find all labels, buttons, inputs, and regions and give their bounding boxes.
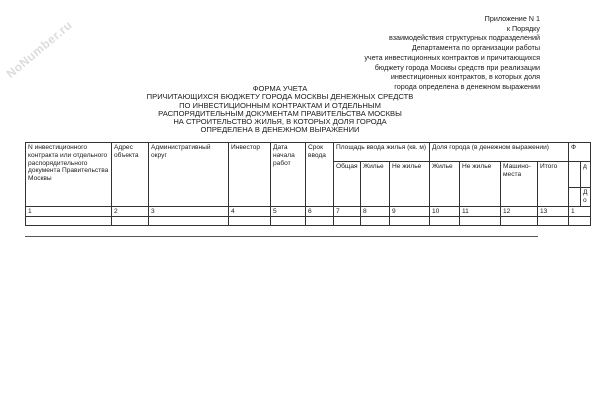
empty-cell <box>460 217 501 226</box>
header-share-total: Итого <box>538 162 569 207</box>
header-cut-b: Д <box>583 189 588 196</box>
header-term: Срок ввода <box>306 143 334 207</box>
watermark-text: NoNumber.ru <box>3 17 75 81</box>
header-cut-top: Ф <box>569 143 591 162</box>
column-number: 4 <box>229 206 271 217</box>
empty-cell <box>306 217 334 226</box>
empty-cell <box>271 217 306 226</box>
header-share-parking: Машино-места <box>501 162 538 207</box>
header-cut-a: д <box>581 162 591 188</box>
column-number: 1 <box>26 206 112 217</box>
header-cut-bc <box>581 188 591 207</box>
empty-cell <box>390 217 430 226</box>
appendix-line: взаимодействия структурных подразделений <box>389 33 540 43</box>
accounting-form-table <box>25 142 591 226</box>
appendix-line: учета инвестиционных контрактов и причитающихся <box>364 52 540 62</box>
header-cut-spacer <box>569 188 581 207</box>
column-number: 5 <box>271 206 306 217</box>
column-number: 13 <box>538 206 569 217</box>
form-title-line: ПРИЧИТАЮЩИХСЯ БЮДЖЕТУ ГОРОДА МОСКВЫ ДЕНЕЖНЫХ СРЕДСТВ <box>146 92 414 102</box>
column-number: 12 <box>501 206 538 217</box>
column-number: 1 <box>569 206 591 217</box>
header-area-living: Жилье <box>361 162 390 207</box>
header-cut-spacer <box>569 162 581 188</box>
empty-cell <box>26 217 112 226</box>
column-number: 9 <box>390 206 430 217</box>
column-number: 2 <box>112 206 149 217</box>
column-number: 6 <box>306 206 334 217</box>
empty-cell <box>361 217 390 226</box>
header-address: Адрес объекта <box>112 143 149 207</box>
appendix-line: Приложение N 1 <box>484 14 540 23</box>
header-share-nonliving: Не жилье <box>460 162 501 207</box>
header-area-group: Площадь ввода жилья (кв. м) <box>334 143 430 162</box>
column-number: 7 <box>334 206 361 217</box>
appendix-line: бюджету города Москвы средств при реализации <box>374 62 540 72</box>
header-share-group: Доля города (в денежном выражении) <box>430 143 569 162</box>
appendix-header <box>320 14 540 92</box>
header-investor: Инвестор <box>229 143 271 207</box>
empty-cell <box>569 217 591 226</box>
empty-cell <box>229 217 271 226</box>
appendix-line: инвестиционных контрактов, в которых доля <box>390 72 540 82</box>
column-number: 8 <box>361 206 390 217</box>
empty-cell <box>334 217 361 226</box>
form-title <box>130 85 430 135</box>
empty-cell <box>501 217 538 226</box>
header-cut-c: о <box>583 196 587 204</box>
header-district: Административный округ <box>149 143 229 207</box>
column-number: 11 <box>460 206 501 217</box>
appendix-line: к Порядку <box>506 23 540 33</box>
header-area-total: Общая <box>334 162 361 207</box>
appendix-line: Департамента по организации работы <box>411 43 540 53</box>
form-title-line: ОПРЕДЕЛЕНА В ДЕНЕЖНОМ ВЫРАЖЕНИИ <box>200 125 360 135</box>
header-contract-no: N инвестиционного контракта или отдельного распорядительного документа Правительства Москвы <box>26 143 112 207</box>
column-number: 3 <box>149 206 229 217</box>
empty-cell <box>149 217 229 226</box>
divider-line <box>25 236 538 237</box>
form-title-line: НА СТРОИТЕЛЬСТВО ЖИЛЬЯ, В КОТОРЫХ ДОЛЯ ГОРОДА <box>173 117 387 127</box>
empty-cell <box>112 217 149 226</box>
header-start-date: Дата начала работ <box>271 143 306 207</box>
header-share-living: Жилье <box>430 162 460 207</box>
appendix-line: города определена в денежном выражении <box>394 81 540 91</box>
form-title-line: ФОРМА УЧЕТА <box>252 84 308 93</box>
empty-cell <box>538 217 569 226</box>
column-number: 10 <box>430 206 460 217</box>
header-area-nonliving: Не жилье <box>390 162 430 207</box>
form-title-line: РАСПОРЯДИТЕЛЬНЫМ ДОКУМЕНТАМ ПРАВИТЕЛЬСТВА МОСКВЫ <box>158 108 402 118</box>
empty-cell <box>430 217 460 226</box>
form-title-line: ПО ИНВЕСТИЦИОННЫМ КОНТРАКТАМ И ОТДЕЛЬНЫМ <box>179 100 381 110</box>
